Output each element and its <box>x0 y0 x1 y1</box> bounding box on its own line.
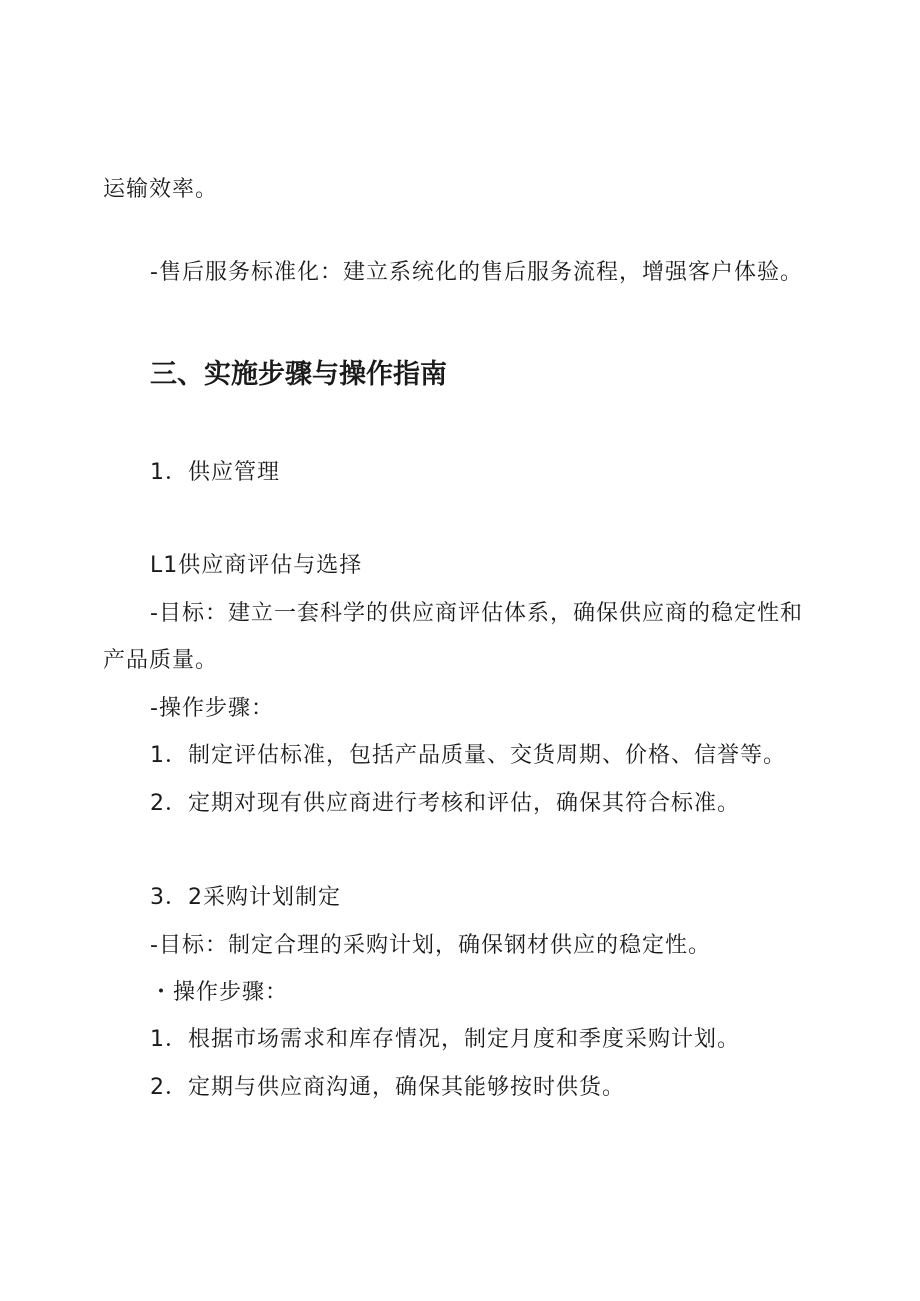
subsection-heading: 3．2采购计划制定 <box>150 885 341 910</box>
list-item: 2．定期与供应商沟通，确保其能够按时供货。 <box>150 1075 625 1100</box>
list-item: 1．根据市场需求和库存情况，制定月度和季度采购计划。 <box>150 1027 740 1052</box>
section-heading: 三、实施步骤与操作指南 <box>150 359 447 390</box>
paragraph-line: 运输效率。 <box>103 177 219 202</box>
list-item: 1．制定评估标准，包括产品质量、交货周期、价格、信誉等。 <box>150 743 786 768</box>
list-item: 2．定期对现有供应商进行考核和评估，确保其符合标准。 <box>150 791 740 816</box>
paragraph-line: -操作步骤： <box>150 696 274 721</box>
paragraph-line: -售后服务标准化：建立系统化的售后服务流程，增强客户体验。 <box>150 260 803 285</box>
subsection-heading: L1供应商评估与选择 <box>150 553 363 578</box>
paragraph-line: ・操作步骤： <box>150 980 289 1005</box>
subsection-heading: 1．供应管理 <box>150 460 280 485</box>
paragraph-line: -目标：制定合理的采购计划，确保钢材供应的稳定性。 <box>150 933 711 958</box>
paragraph-line: -目标：建立一套科学的供应商评估体系，确保供应商的稳定性和 <box>150 601 803 626</box>
paragraph-line: 产品质量。 <box>103 648 219 673</box>
